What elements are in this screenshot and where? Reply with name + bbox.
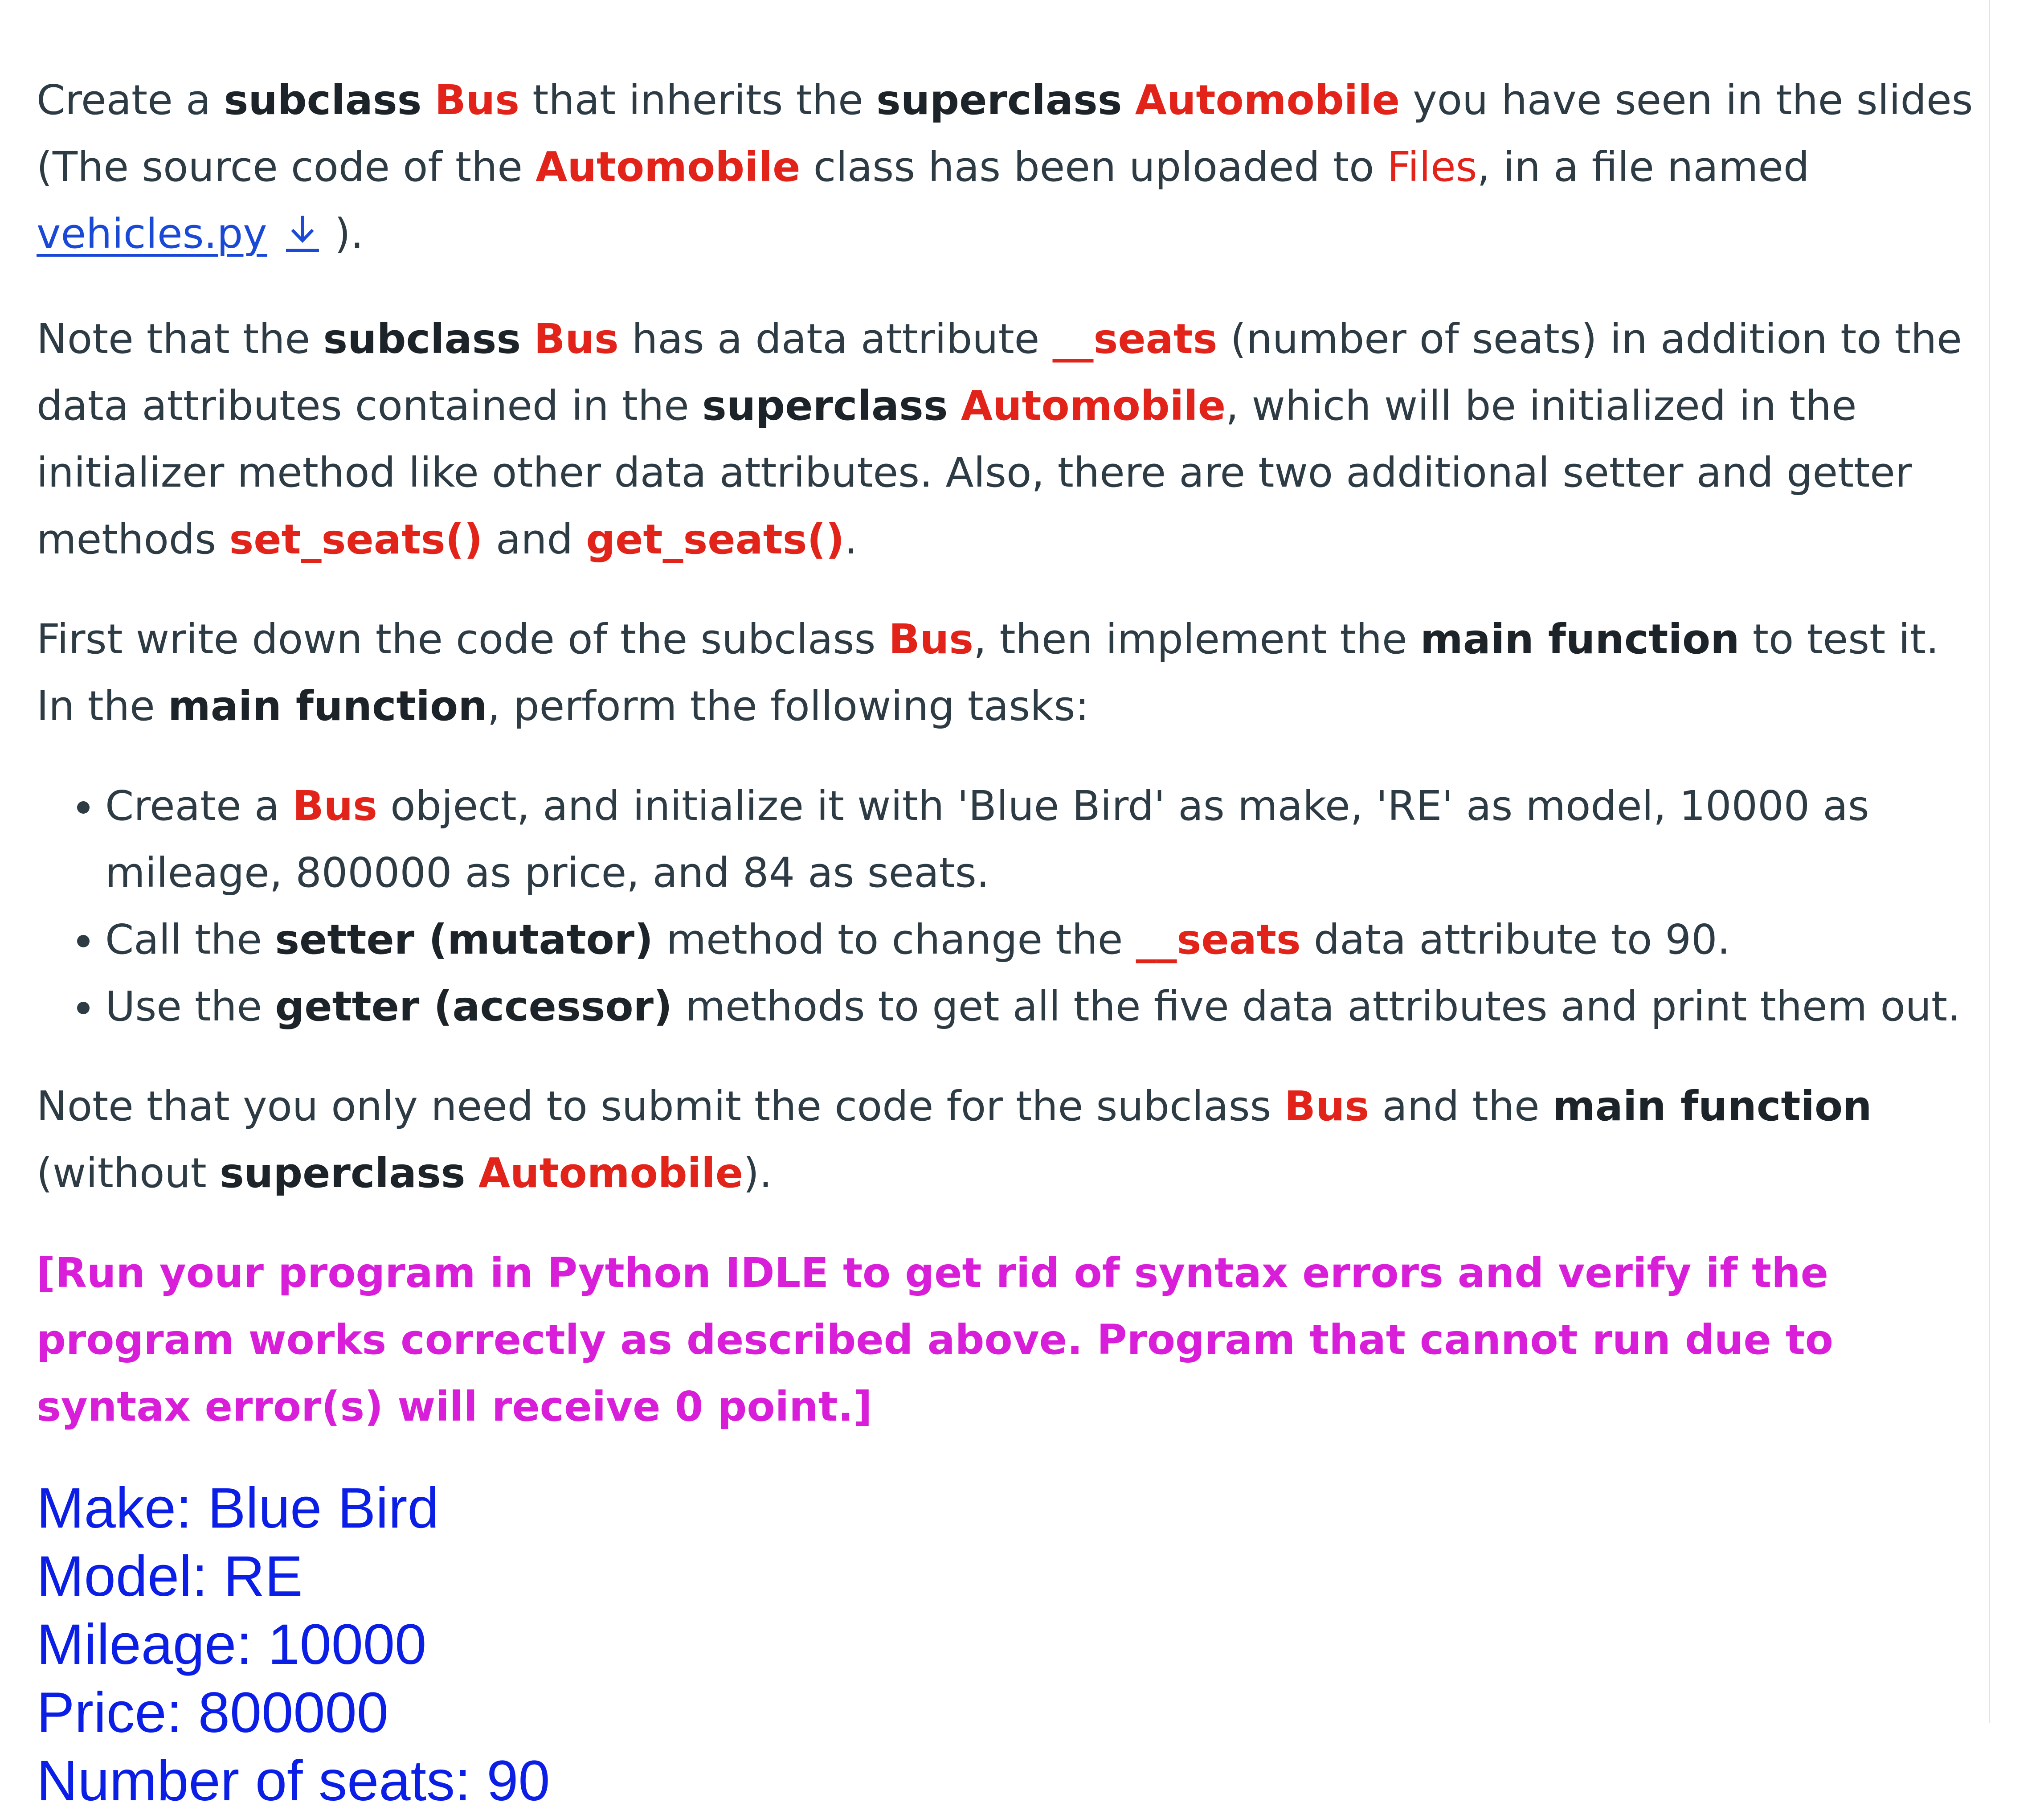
term-superclass: superclass: [220, 1149, 466, 1197]
output-line-price: Price: 800000: [37, 1681, 388, 1745]
output-line-make: Make: Blue Bird: [37, 1476, 439, 1540]
term-files: Files: [1387, 143, 1477, 191]
output-line-mileage: Mileage: 10000: [37, 1613, 427, 1676]
submission-note: [37, 1073, 1979, 1207]
text: Note that the: [37, 315, 323, 363]
text: that inherits the: [519, 76, 876, 124]
text: .: [844, 516, 858, 563]
output-line-model: Model: RE: [37, 1545, 303, 1608]
text: (without: [37, 1149, 220, 1197]
term-automobile: Automobile: [536, 143, 801, 191]
text: and the: [1369, 1082, 1553, 1130]
term-subclass: subclass: [323, 315, 521, 363]
term-subclass: subclass: [224, 76, 422, 124]
task-item-setter: [105, 906, 1979, 973]
term-automobile: Automobile: [961, 382, 1226, 430]
text: (number of seats) in addition to the data attributes contained in the: [37, 315, 1962, 430]
text: method to change the: [653, 916, 1136, 963]
text: data attribute to 90.: [1300, 916, 1730, 963]
term-get-seats: get_seats(): [586, 516, 845, 563]
text: class has been uploaded to: [800, 143, 1387, 191]
term-seats-attribute: __seats: [1136, 916, 1301, 963]
task-list: [37, 773, 1979, 1040]
task-item-create-bus: [105, 773, 1979, 906]
text: ).: [321, 210, 364, 258]
text: First write down the code of the subclass: [37, 615, 889, 663]
text: and: [482, 516, 586, 563]
text: [466, 1149, 478, 1197]
text: , then implement the: [973, 615, 1420, 663]
vehicles-file-link[interactable]: vehicles.py: [37, 210, 267, 258]
term-bus: Bus: [534, 315, 619, 363]
text: Call the: [105, 916, 275, 963]
term-set-seats: set_seats(): [229, 516, 483, 563]
text: Create a: [105, 782, 293, 830]
term-main-function: main function: [1420, 615, 1740, 663]
intro-paragraph: [37, 67, 1979, 273]
text: Create a: [37, 76, 224, 124]
term-bus: Bus: [888, 615, 974, 663]
right-edge-divider: [1989, 0, 1990, 1723]
term-main-function: main function: [1552, 1082, 1872, 1130]
text: , which will be initialized in the initializer method like other data attributes. Also, there are two additional setter and getter methods: [37, 382, 1912, 563]
download-icon[interactable]: [283, 206, 322, 273]
term-seats-attribute: __seats: [1052, 315, 1218, 363]
text: you have seen in the slides (The source code of the: [37, 76, 1973, 191]
term-getter: getter (accessor): [275, 983, 673, 1030]
text: has a data attribute: [618, 315, 1053, 363]
text: , perform the following tasks:: [487, 682, 1089, 730]
output-line-seats: Number of seats: 90: [37, 1749, 550, 1813]
text: methods to get all the five data attributes and print them out.: [672, 983, 1961, 1030]
instructions-paragraph: [37, 606, 1979, 740]
text: to test it. In the: [37, 615, 1939, 730]
syntax-warning: [Run your program in Python IDLE to get rid of syntax errors and verify if the program works correctly as described above. Program that cannot run due to syntax error(s) will receive 0 point.]: [37, 1249, 1833, 1430]
term-superclass: superclass: [876, 76, 1122, 124]
term-bus: Bus: [292, 782, 377, 830]
text: [521, 315, 534, 363]
text: [948, 382, 961, 430]
term-automobile: Automobile: [1135, 76, 1400, 124]
term-bus: Bus: [434, 76, 519, 124]
term-bus: Bus: [1284, 1082, 1369, 1130]
text: ).: [743, 1149, 773, 1197]
text: , in a file named: [1477, 143, 1810, 191]
text: Note that you only need to submit the code for the subclass: [37, 1082, 1284, 1130]
term-superclass: superclass: [702, 382, 948, 430]
expected-output: [37, 1474, 1979, 1815]
assignment-content: [37, 67, 1979, 1815]
task-item-getter: [105, 973, 1979, 1040]
attributes-paragraph: [37, 306, 1979, 573]
text: [421, 76, 434, 124]
text: [1122, 76, 1135, 124]
text: object, and initialize it with 'Blue Bird' as make, 'RE' as model, 10000 as mileage, 800000 as price, and 84 as seats.: [105, 782, 1869, 897]
text: Use the: [105, 983, 275, 1030]
term-setter: setter (mutator): [275, 916, 654, 963]
term-main-function: main function: [168, 682, 487, 730]
term-automobile: Automobile: [478, 1149, 744, 1197]
